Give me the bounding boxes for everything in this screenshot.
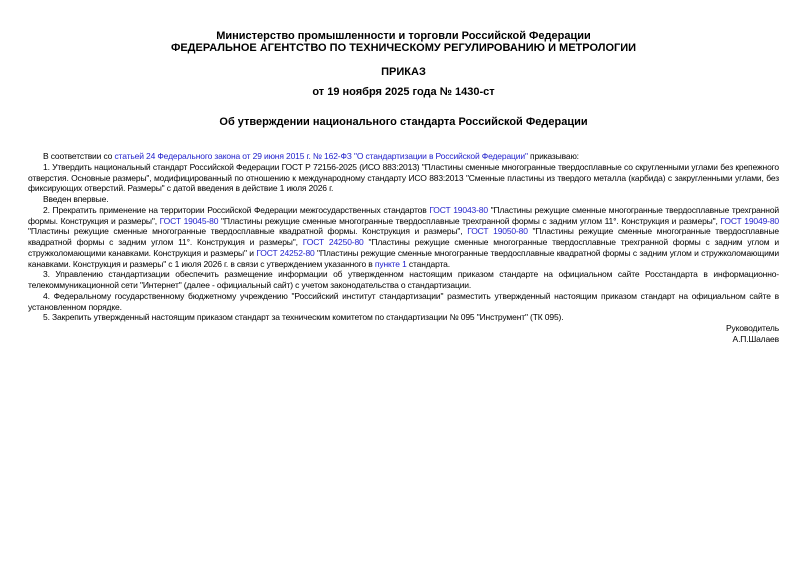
ministry-name: Министерство промышленности и торговли Российской Федерации [216,30,591,42]
text-segment: 3. Управлению стандартизации обеспечить размещение информации об утвержденном настоящим приказом стандарте на официальном сайте Росстандарта в информационно-телекоммуникационной сети "Интернет" (далее - официальный сайт) с учетом законодательства о стандартизации. [28,269,779,290]
document-link[interactable]: ГОСТ 19050-80 [467,226,528,237]
text-segment: Введен впервые. [43,194,109,204]
text-segment: "Пластины режущие сменные многогранные твердосплавные трехгранной формы с задним углом и стружколомающими канавками. Конструкция и размеры" и [28,237,779,258]
text-segment: 4. Федеральному государственному бюджетному учреждению "Российский институт стандартизации" разместить утвержденный настоящим приказом стандарт на официальном сайте в установленном порядке. [28,290,779,312]
text-segment: 5. Закрепить утвержденный настоящим приказом стандарт за техническим комитетом по стандартизации № 095 "Инструмент" (ТК 095). [43,312,564,323]
signature-title: Руководитель [726,323,779,333]
order-subject: Об утверждении национального стандарта Российской Федерации [219,116,588,128]
text-segment: "Пластины режущие сменные многогранные твердосплавные трехгранной формы с задним углом 11°. Конструкция и размеры", [218,215,721,226]
text-segment: стандарта. [406,258,450,269]
document-link[interactable]: ГОСТ 24250-80 [302,237,364,247]
paragraph-item-4 [28,291,779,313]
paragraph-intro [28,151,779,162]
text-segment: 1. Утвердить национальный стандарт Российской Федерации ГОСТ Р 72156-2025 (ИСО 883:2013) "Пластины сменные многогранные твердосплавные со скругленными углами без крепежного отверстия. Основные размеры", модифицированный по отношению к международному стандарту ИСО 883:2013 "Сменные пластины из твердого металла (карбида) с закругленными углами, без фиксирующих отверстий. Размеры" с датой введения в действие 1 июля 2026 г. [28,161,779,194]
text-segment: "Пластины режущие сменные многогранные твердосплавные трехгранной формы. Конструкция и размеры", [28,204,779,226]
signature-name: А.П.Шалаев [732,333,779,344]
document-link[interactable]: ГОСТ 19043-80 [429,204,488,215]
paragraph-item-5 [28,312,779,323]
text-segment: "Пластины режущие сменные многогранные твердосплавные квадратной формы. Конструкция и размеры", [28,226,468,237]
document-link[interactable]: статьей 24 Федерального закона от 29 июня 2015 г. № 162-ФЗ "О стандартизации в Российской Федерации" [114,151,528,161]
order-label: ПРИКАЗ [381,66,426,78]
paragraph-item-2 [28,205,779,270]
paragraph-introduced-first-time [28,194,779,205]
agency-name: ФЕДЕРАЛЬНОЕ АГЕНТСТВО ПО ТЕХНИЧЕСКОМУ РЕГУЛИРОВАНИЮ И МЕТРОЛОГИИ [170,42,637,54]
text-segment: приказываю: [527,151,579,161]
text-segment: В соответствии со [43,151,115,161]
document-link[interactable]: ГОСТ 19045-80 [159,215,219,226]
order-date-number: от 19 ноября 2025 года № 1430-ст [312,86,495,98]
document-link[interactable]: пункте 1 [374,258,407,269]
document-header [0,0,807,128]
text-segment: 2. Прекратить применение на территории Российской Федерации межгосударственных стандартов [43,204,430,215]
paragraph-item-1 [28,162,779,194]
paragraph-item-3 [28,269,779,291]
document-link[interactable]: ГОСТ 24252-80 [256,247,315,258]
document-link[interactable]: ГОСТ 19049-80 [720,215,780,226]
text-segment: "Пластины режущие сменные многогранные твердосплавные квадратной формы с задним углом и стружколомающими канавками. Конструкция и размеры" с 1 июля 2026 г. в связи с утверждением указанного в [28,247,779,269]
text-segment: "Пластины режущие сменные многогранные твердосплавные квадратной формы с задним углом 11°. Конструкция и размеры", [28,226,779,247]
document-body [0,151,807,345]
